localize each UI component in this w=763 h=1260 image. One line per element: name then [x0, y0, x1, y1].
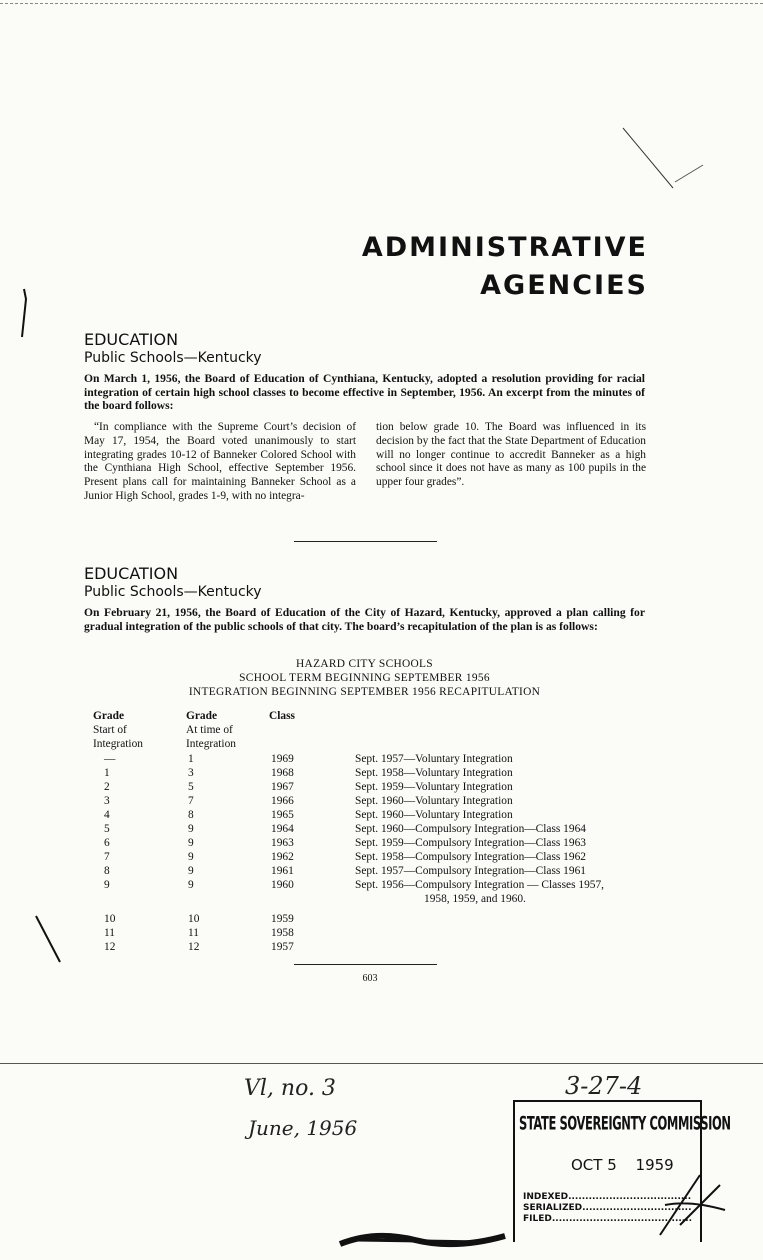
section1-column-2: tion below grade 10. The Board was influenced in its decision by the fact that the State Department of Education will no longer continue to accredit Banneker as a high school since it does not have as many as 100 pupils in the upper four grades”.	[376, 421, 646, 489]
table-cell-at-time: 7	[188, 795, 194, 807]
table-cell-start: 1	[104, 767, 110, 779]
table-cell-start: 6	[104, 837, 110, 849]
table-cell-cls: 1966	[271, 795, 294, 807]
scan-mark-top-right	[615, 120, 710, 200]
table-row	[0, 878, 763, 892]
header-class-line-1: Class	[269, 710, 295, 722]
table-title-2: SCHOOL TERM BEGINNING SEPTEMBER 1956	[239, 672, 490, 684]
header-class	[269, 709, 329, 723]
table-cell-at-time: 5	[188, 781, 194, 793]
section1-column-1: “In compliance with the Supreme Court’s decision of May 17, 1954, the Board voted unanimously to start integrating grades 10-12 of Banneker Colored School with the Cynthiana High School, effective September 1956. Present plans call for maintaining Banneker School as a Junior High School, grades 1-9, with no integra-	[84, 421, 356, 502]
table-row	[0, 808, 763, 822]
table-title-1: HAZARD CITY SCHOOLS	[296, 658, 433, 670]
table-cell-at-time: 9	[188, 823, 194, 835]
table-cell-start: 5	[104, 823, 110, 835]
table-row	[0, 940, 763, 954]
section1-subheading: Public Schools—Kentucky	[84, 350, 262, 366]
table-cell-cls: 1965	[271, 809, 294, 821]
table-cell-at-time: 10	[188, 913, 200, 925]
table-cell-note: 1958, 1959, and 1960.	[424, 893, 526, 905]
page-number: 603	[362, 973, 378, 984]
table-cell-note: Sept. 1957—Compulsory Integration—Class 1961	[355, 865, 586, 877]
redaction-scribble	[335, 1222, 515, 1252]
table-cell-cls: 1964	[271, 823, 294, 835]
table-cell-at-time: 9	[188, 865, 194, 877]
table-cell-at-time: 9	[188, 879, 194, 891]
header-grade-at-time-line-1: Grade	[186, 710, 218, 722]
table-cell-cls: 1957	[271, 941, 294, 953]
table-cell-start: 4	[104, 809, 110, 821]
table-row	[0, 892, 763, 906]
table-cell-note: Sept. 1960—Compulsory Integration—Class 1964	[355, 823, 586, 835]
section2-heading: EDUCATION	[84, 564, 179, 583]
stamp-indexed-label: INDEXED	[523, 1192, 569, 1202]
table-cell-start: —	[104, 753, 116, 765]
table-row	[0, 864, 763, 878]
table-row	[0, 850, 763, 864]
stamp-indexed: INDEXED....................................	[523, 1192, 692, 1202]
stamp-filed-label: FILED	[523, 1214, 552, 1224]
stamp-serialized: SERIALIZED................................	[523, 1203, 692, 1213]
handwritten-code-note: 3-27-4	[565, 1072, 643, 1100]
table-cell-start: 12	[104, 941, 116, 953]
table-cell-cls: 1967	[271, 781, 294, 793]
handwritten-volume-note: Vl, no. 3	[244, 1076, 336, 1101]
table-cell-start: 2	[104, 781, 110, 793]
table-cell-at-time: 11	[188, 927, 199, 939]
stamp-title: STATE SOVEREIGNTY COMMISSION	[519, 1112, 731, 1135]
table-cell-note: Sept. 1958—Compulsory Integration—Class 1962	[355, 851, 586, 863]
header-grade-at-time-line-3: Integration	[186, 738, 236, 750]
table-cell-cls: 1968	[271, 767, 294, 779]
table-row	[0, 912, 763, 926]
stamp-serialized-label: SERIALIZED	[523, 1203, 583, 1213]
section1-heading: EDUCATION	[84, 330, 179, 349]
table-row	[0, 926, 763, 940]
handwritten-date-note: June, 1956	[248, 1116, 358, 1140]
scan-bottom-line	[0, 1063, 763, 1064]
table-cell-cls: 1963	[271, 837, 294, 849]
table-cell-cls: 1960	[271, 879, 294, 891]
signature-scribble	[640, 1165, 730, 1245]
table-cell-at-time: 12	[188, 941, 200, 953]
header-grade-start-line-2: Start of	[93, 724, 127, 736]
table-cell-at-time: 9	[188, 851, 194, 863]
table-cell-start: 9	[104, 879, 110, 891]
table-cell-note: Sept. 1960—Voluntary Integration	[355, 795, 513, 807]
scan-mark-left	[14, 285, 34, 345]
header-grade-at-time-line-2: At time of	[186, 724, 233, 736]
table-cell-start: 11	[104, 927, 115, 939]
table-cell-note: Sept. 1959—Voluntary Integration	[355, 781, 513, 793]
table-row	[0, 822, 763, 836]
table-cell-at-time: 3	[188, 767, 194, 779]
table-cell-note: Sept. 1957—Voluntary Integration	[355, 753, 513, 765]
top-edge-line	[0, 3, 763, 4]
table-cell-note: Sept. 1959—Compulsory Integration—Class 1963	[355, 837, 586, 849]
table-cell-at-time: 8	[188, 809, 194, 821]
table-cell-cls: 1962	[271, 851, 294, 863]
header-grade-start-line-3: Integration	[93, 738, 143, 750]
section2-intro: On February 21, 1956, the Board of Education of the City of Hazard, Kentucky, approved a plan calling for gradual integration of the public schools of that city. The board’s recapitulation of the plan is as follows:	[84, 606, 645, 633]
footer-divider	[294, 964, 437, 965]
header-grade-start	[93, 709, 183, 751]
table-row	[0, 794, 763, 808]
table-cell-at-time: 9	[188, 837, 194, 849]
table-cell-cls: 1958	[271, 927, 294, 939]
table-cell-at-time: 1	[188, 753, 194, 765]
table-cell-start: 3	[104, 795, 110, 807]
page-title-line-2: AGENCIES	[480, 270, 648, 301]
stamp-filed: FILED.........................................	[523, 1214, 693, 1224]
table-cell-cls: 1959	[271, 913, 294, 925]
table-cell-start: 7	[104, 851, 110, 863]
section-divider	[294, 541, 437, 542]
section1-intro: On March 1, 1956, the Board of Education of Cynthiana, Kentucky, adopted a resolution providing for racial integration of certain high school classes to become effective in September, 1956. An excerpt from the minutes of the board follows:	[84, 372, 645, 413]
table-row	[0, 766, 763, 780]
section2-subheading: Public Schools—Kentucky	[84, 584, 262, 600]
table-row	[0, 752, 763, 766]
stamp-date-year: 1959	[635, 1156, 674, 1174]
table-row	[0, 836, 763, 850]
table-cell-start: 10	[104, 913, 116, 925]
page-title-line-1: ADMINISTRATIVE	[361, 232, 648, 263]
header-grade-at-time	[186, 709, 276, 751]
table-cell-note: Sept. 1956—Compulsory Integration — Classes 1957,	[355, 879, 604, 891]
table-cell-start: 8	[104, 865, 110, 877]
table-row	[0, 780, 763, 794]
header-grade-start-line-1: Grade	[93, 710, 125, 722]
table-cell-cls: 1961	[271, 865, 294, 877]
table-cell-note: Sept. 1958—Voluntary Integration	[355, 767, 513, 779]
table-cell-cls: 1969	[271, 753, 294, 765]
table-title-3: INTEGRATION BEGINNING SEPTEMBER 1956 RECAPITULATION	[188, 686, 541, 698]
table-cell-note: Sept. 1960—Voluntary Integration	[355, 809, 513, 821]
stamp-date-month-day: OCT 5	[571, 1156, 617, 1174]
